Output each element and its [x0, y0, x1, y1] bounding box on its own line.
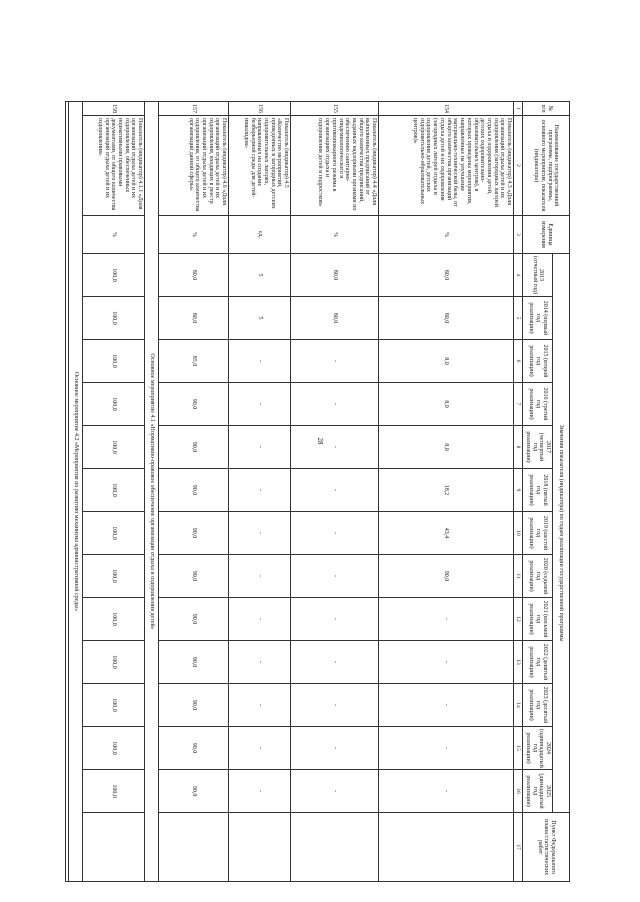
value-cell: 100,0: [83, 770, 145, 813]
year-header: 2020 (седьмой год реализации): [523, 555, 553, 598]
plan-item-cell: [291, 813, 379, 882]
value-cell: 100,0: [83, 383, 145, 426]
blank-cell: [66, 102, 69, 882]
value-cell: -: [291, 383, 379, 426]
page-number: 28: [316, 437, 324, 445]
value-cell: -: [291, 598, 379, 641]
indicator-name: Показатель (индикатор) 4.6 «Доля организаций отдыха детей и их оздоровления, входящих в реестр организаций отдыха детей и их оздоровления, от общего количества организаций данной сферы»: [159, 116, 229, 216]
value-cell: -: [229, 383, 291, 426]
value-cell: -: [229, 340, 291, 383]
value-cell: 100,0: [83, 555, 145, 598]
unit-cell: %: [83, 216, 145, 254]
year-header: 2014 (первый год реализации): [523, 297, 553, 340]
year-header: 2022 (девятый год реализации): [523, 641, 553, 684]
value-cell: 8,0: [379, 426, 514, 469]
plan-item-cell: [159, 813, 229, 882]
header-row-1: [553, 102, 570, 882]
header-values-group: Значения показателя (индикатора) по годам реализации государственной программы: [553, 254, 570, 813]
value-cell: -: [291, 727, 379, 770]
col-number: 7: [514, 383, 523, 426]
value-cell: 18,2: [379, 469, 514, 512]
value-cell: -: [229, 598, 291, 641]
plan-item-cell: [229, 813, 291, 882]
value-cell: -: [229, 641, 291, 684]
value-cell: -: [229, 770, 291, 813]
col-number: 14: [514, 684, 523, 727]
col-number: 4: [514, 254, 523, 297]
year-header: 2023 (десятый год реализации): [523, 684, 553, 727]
value-cell: -: [291, 641, 379, 684]
col-number: 10: [514, 512, 523, 555]
indicator-name: Показатель (индикатор) 4.4 «Доля выполненных предписаний от общего количества предписаний, выданных надзорными органами по обеспечению санитарно-эпидемиологического и противопожарного режима в организациях отдыха и оздоровления детей и подростков»: [291, 116, 379, 216]
value-cell: 100,0: [83, 297, 145, 340]
indicator-name: Показатель (индикатор) 4.3 «Доля организаций отдыха детей и их оздоровления (загородных лагерей отдыха и оздоровления детей, детских оздоровительно-образовательных центров), в которых проведены мероприятия, направленные на улучшение материально-технической базы, от общего количества организаций отдыха детей и их оздоровления (загородных лагерей отдыха и оздоровления детей, детских оздоровительно-образовательных центров)»: [379, 116, 514, 216]
value-cell: 100,0: [83, 641, 145, 684]
value-cell: 90,0: [379, 555, 514, 598]
col-number: 9: [514, 469, 523, 512]
col-number: 8: [514, 426, 523, 469]
header-num: № п/п: [523, 102, 570, 116]
row-number: 155: [291, 102, 379, 116]
value-cell: -: [379, 770, 514, 813]
value-cell: 90,0: [159, 469, 229, 512]
value-cell: 90,0: [159, 383, 229, 426]
value-cell: 80,0: [159, 297, 229, 340]
value-cell: 43,4: [379, 512, 514, 555]
col-number: 13: [514, 641, 523, 684]
value-cell: 90,0: [159, 598, 229, 641]
year-header: 2019 (шестой год реализации): [523, 512, 553, 555]
unit-cell: %: [379, 216, 514, 254]
value-cell: 90,0: [159, 641, 229, 684]
value-cell: -: [229, 469, 291, 512]
plan-item-cell: [83, 813, 145, 882]
value-cell: -: [379, 684, 514, 727]
indicator-table: [65, 101, 570, 882]
value-cell: -: [291, 770, 379, 813]
value-cell: -: [229, 512, 291, 555]
value-cell: 100,0: [83, 469, 145, 512]
value-cell: 85,0: [159, 340, 229, 383]
value-cell: -: [379, 598, 514, 641]
col-number: 5: [514, 297, 523, 340]
section-title-4-1: Основное мероприятие 4.1 «Нормативно-правовое обеспечение организации отдыха и оздоровления детей»: [145, 102, 159, 882]
indicator-name: Показатель (индикатор) 4.1.1 «Доля организаций отдыха детей и их оздоровления, обеспеченных нормативными правовыми документами, от общего количества организаций отдыха детей и их оздоровления»: [83, 116, 145, 216]
value-cell: 100,0: [83, 512, 145, 555]
value-cell: 8,0: [379, 340, 514, 383]
value-cell: 100,0: [83, 254, 145, 297]
value-cell: -: [379, 727, 514, 770]
row-number: 157: [159, 102, 229, 116]
value-cell: -: [229, 426, 291, 469]
col-number: 16: [514, 770, 523, 813]
table-row: [229, 102, 291, 882]
value-cell: 90,0: [159, 555, 229, 598]
unit-cell: %: [291, 216, 379, 254]
section-row: [145, 102, 159, 882]
col-number: 12: [514, 598, 523, 641]
value-cell: -: [291, 426, 379, 469]
rotated-table-sheet: [70, 101, 570, 881]
value-cell: -: [291, 340, 379, 383]
year-header: 2013 (отчетный год): [523, 254, 553, 297]
header-plan-item: Пункт Федерального плана статистических работ: [523, 813, 570, 882]
value-cell: 90,0: [159, 426, 229, 469]
year-header: 2016 (третий год реализации): [523, 383, 553, 426]
year-header: 2024 (одиннадцатый год реализации): [523, 727, 553, 770]
col-number: 11: [514, 555, 523, 598]
value-cell: 80,0: [291, 297, 379, 340]
col-number: 2: [514, 116, 523, 216]
value-cell: -: [291, 469, 379, 512]
value-cell: 80,0: [159, 254, 229, 297]
value-cell: 90,0: [159, 684, 229, 727]
value-cell: 100,0: [83, 426, 145, 469]
year-header: 2025 (двенадцатый год реализации): [523, 770, 553, 813]
row-number: 156: [229, 102, 291, 116]
col-number: 3: [514, 216, 523, 254]
value-cell: -: [379, 641, 514, 684]
col-number: 17: [514, 813, 523, 882]
value-cell: -: [291, 512, 379, 555]
section-row: [69, 102, 83, 882]
value-cell: 80,0: [291, 254, 379, 297]
value-cell: 5: [229, 297, 291, 340]
unit-cell: ед.: [229, 216, 291, 254]
year-header: 2017 (четвертый год реализации): [523, 426, 553, 469]
value-cell: 90,0: [159, 727, 229, 770]
value-cell: -: [229, 727, 291, 770]
year-header: 2018 (пятый год реализации): [523, 469, 553, 512]
value-cell: 80,0: [379, 254, 514, 297]
value-cell: 100,0: [83, 684, 145, 727]
unit-cell: %: [159, 216, 229, 254]
value-cell: 8,0: [379, 383, 514, 426]
row-number: 158: [83, 102, 145, 116]
column-number-row: [514, 102, 523, 882]
value-cell: 90,0: [159, 512, 229, 555]
value-cell: -: [229, 684, 291, 727]
plan-item-cell: [379, 813, 514, 882]
value-cell: 100,0: [83, 340, 145, 383]
value-cell: -: [229, 555, 291, 598]
value-cell: 5: [229, 254, 291, 297]
col-number: 1: [514, 102, 523, 116]
blank-row: [66, 102, 69, 882]
year-header: 2015 (второй год реализации): [523, 340, 553, 383]
row-number: 154: [379, 102, 514, 116]
value-cell: 100,0: [83, 598, 145, 641]
value-cell: 90,0: [159, 770, 229, 813]
table-row: [159, 102, 229, 882]
year-header: 2021 (восьмой год реализации): [523, 598, 553, 641]
table-row: [379, 102, 514, 882]
value-cell: -: [291, 684, 379, 727]
col-number: 6: [514, 340, 523, 383]
header-name: Наименование государственной программы, подпрограммы, основного мероприятия, показателя (индикатора): [523, 116, 570, 216]
value-cell: 80,0: [379, 297, 514, 340]
col-number: 15: [514, 727, 523, 770]
value-cell: 100,0: [83, 727, 145, 770]
table-row: [291, 102, 379, 882]
indicator-name: Показатель (индикатор) 4.5 «Количество мероприятий, проведенных в загородных детских оздоровительных лагерях, направленных на создание безбарьерной среды для детей-инвалидов»: [229, 116, 291, 216]
header-unit: Единица измерения: [523, 216, 570, 254]
section-title-4-2: Основное мероприятие 4.2 «Мероприятия по развитию механизма административной среды»: [69, 102, 83, 882]
value-cell: -: [291, 555, 379, 598]
table-row: [83, 102, 145, 882]
